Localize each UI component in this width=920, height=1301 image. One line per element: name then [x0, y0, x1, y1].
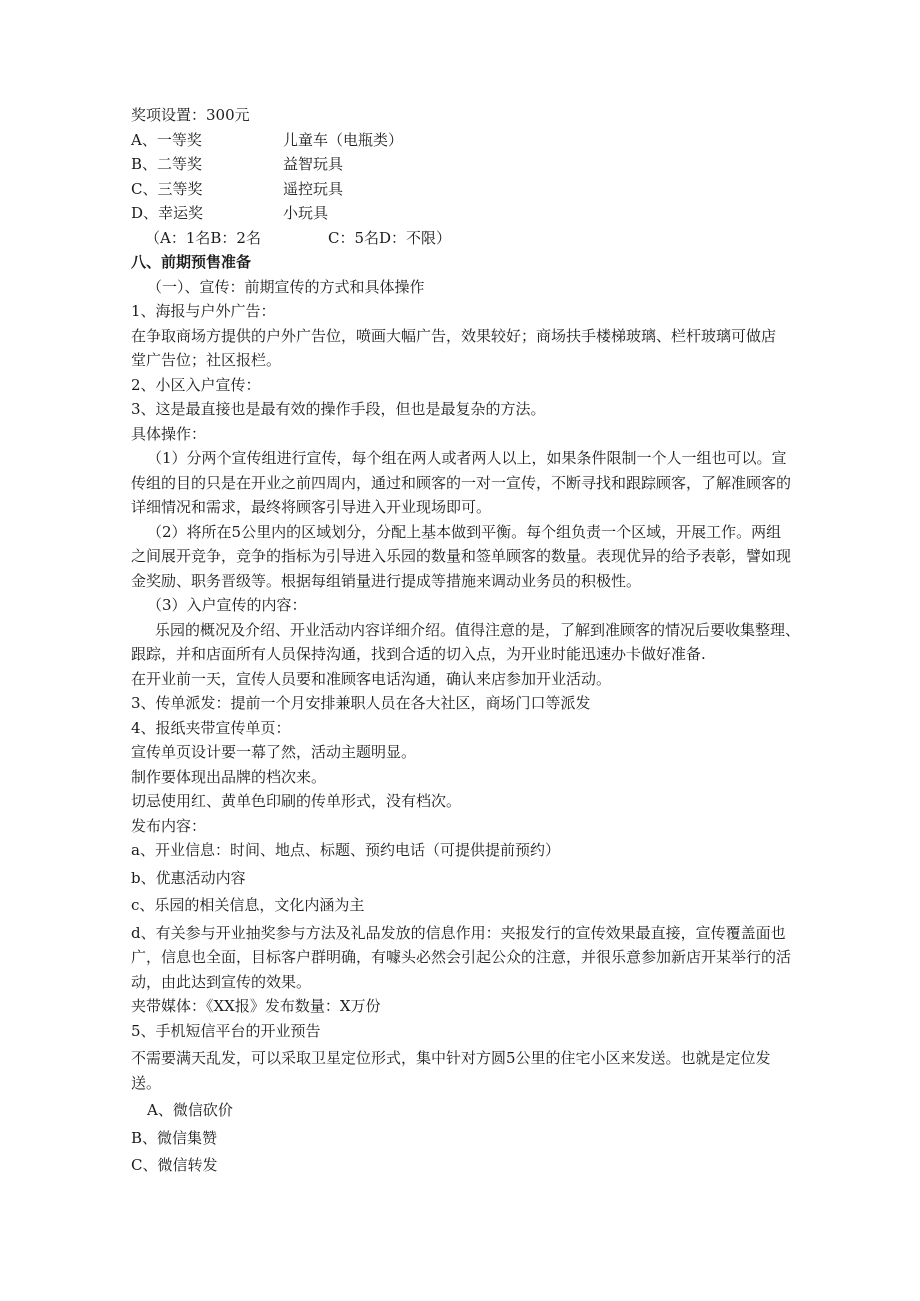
paragraph-line: 4、报纸夹带宣传单页：: [131, 718, 291, 737]
paragraph-line: （3）入户宣传的内容：: [147, 596, 307, 614]
paragraph-line: 跟踪，并和店面所有人员保持沟通，找到合适的切入点，为开业时能迅速办卡做好准备.: [131, 645, 706, 663]
paragraph-line: 金奖励、职务晋级等。根据每组销量进行提成等措施来调动业务员的积极性。: [131, 571, 642, 590]
paragraph-line: 3、传单派发：提前一个月安排兼职人员在各大社区，商场门口等派发: [131, 694, 591, 712]
paragraph-line: 2、小区入户宣传：: [131, 375, 261, 394]
paragraph-line: C、微信转发: [131, 1156, 218, 1174]
paragraph-line: 在争取商场方提供的户外广告位，喷画大幅广告，效果较好；商场扶手楼梯玻璃、栏杆玻璃可做店: [131, 326, 777, 345]
paragraph-line: 动，由此达到宣传的效果。: [131, 972, 312, 991]
paragraph-line: 传组的目的只是在开业之前四周内，通过和顾客的一对一宣传，不断寻找和跟踪顾客，了解准顾客的: [131, 473, 792, 492]
prize-count-cd: C：5名D：不限）: [328, 228, 452, 247]
paragraph-line: （2）将所在5公里内的区域划分，分配上基本做到平衡。每个组负责一个区域，开展工作。两组: [147, 522, 782, 541]
paragraph-line: 发布内容：: [131, 816, 207, 835]
paragraph-line: 宣传单页设计要一幕了然，活动主题明显。: [131, 743, 417, 761]
paragraph-line: 5、手机短信平台的开业预告: [131, 1021, 321, 1040]
paragraph-line: 1、海报与户外广告：: [131, 302, 276, 320]
prize-value: 儿童车（电瓶类）: [283, 130, 404, 149]
paragraph-line: b、优惠活动内容: [131, 868, 246, 887]
paragraph-line: 切忌使用红、黄单色印刷的传单形式，没有档次。: [131, 792, 462, 810]
prize-label: A、一等奖: [131, 130, 202, 149]
paragraph-line: 之间展开竞争，竞争的指标为引导进入乐园的数量和签单顾客的数量。表现优异的给予表彰，譬如现: [131, 547, 792, 565]
paragraph-line: 3、这是最直接也是最有效的操作手段，但也是最复杂的方法。: [131, 400, 546, 418]
paragraph-line: 送。: [131, 1073, 162, 1092]
prize-row-1: [131, 128, 821, 153]
paragraph-line: c、乐园的相关信息，文化内涵为主: [131, 896, 365, 914]
paragraph-line: 详细情况和需求，最终将顾客引导进入开业现场即可。: [131, 498, 492, 516]
prize-label: B、二等奖: [131, 155, 203, 173]
paragraph-line: （1）分两个宣传组进行宣传，每个组在两人或者两人以上，如果条件限制一个人一组也可以。宣: [147, 449, 787, 467]
prize-row-2: [131, 152, 821, 177]
paragraph-line: 广，信息也全面，目标客户群明确，有噱头必然会引起公众的注意，并很乐意参加新店开某举行的活: [131, 948, 792, 966]
paragraph-line: 堂广告位；社区报栏。: [131, 351, 282, 369]
paragraph-line: a、开业信息：时间、地点、标题、预约电话（可提供提前预约）: [131, 841, 560, 859]
paragraph-line: 不需要满天乱发，可以采取卫星定位形式，集中针对方圆5公里的住宅小区来发送。也就是定位发: [131, 1049, 771, 1067]
document-body: [131, 103, 821, 1178]
paragraph-line: B、微信集赞: [131, 1128, 218, 1147]
prize-header: 奖项设置：300元: [131, 106, 250, 124]
paragraph-line: A、微信砍价: [147, 1101, 233, 1119]
prize-label: C、三等奖: [131, 179, 203, 198]
subsection-title: （一）、宣传：前期宣传的方式和具体操作: [147, 277, 425, 296]
paragraph-line: 具体操作：: [131, 424, 207, 443]
paragraph-line: 夹带媒体：《XX报》发布数量：X万份: [131, 997, 381, 1015]
prize-count-note: [131, 226, 821, 251]
prize-label: D、幸运奖: [131, 204, 204, 222]
section-title: 八、前期预售准备: [131, 253, 252, 271]
paragraph-line: 制作要体现出品牌的档次来。: [131, 767, 327, 786]
prize-row-3: [131, 177, 821, 202]
prize-row-4: [131, 201, 821, 226]
prize-value: 遥控玩具: [283, 179, 344, 198]
prize-count-ab: （A：1名B：2名: [145, 228, 261, 247]
prize-value: 小玩具: [283, 204, 329, 222]
paragraph-line: 在开业前一天，宣传人员要和准顾客电话沟通，确认来店参加开业活动。: [131, 669, 612, 688]
paragraph-line: 乐园的概况及介绍、开业活动内容详细介绍。值得注意的是，了解到准顾客的情况后要收集整理、: [155, 620, 801, 639]
prize-value: 益智玩具: [283, 155, 344, 173]
paragraph-line: d、有关参与开业抽奖参与方法及礼品发放的信息作用：夹报发行的宣传效果最直接，宣传覆盖面也: [131, 923, 786, 942]
